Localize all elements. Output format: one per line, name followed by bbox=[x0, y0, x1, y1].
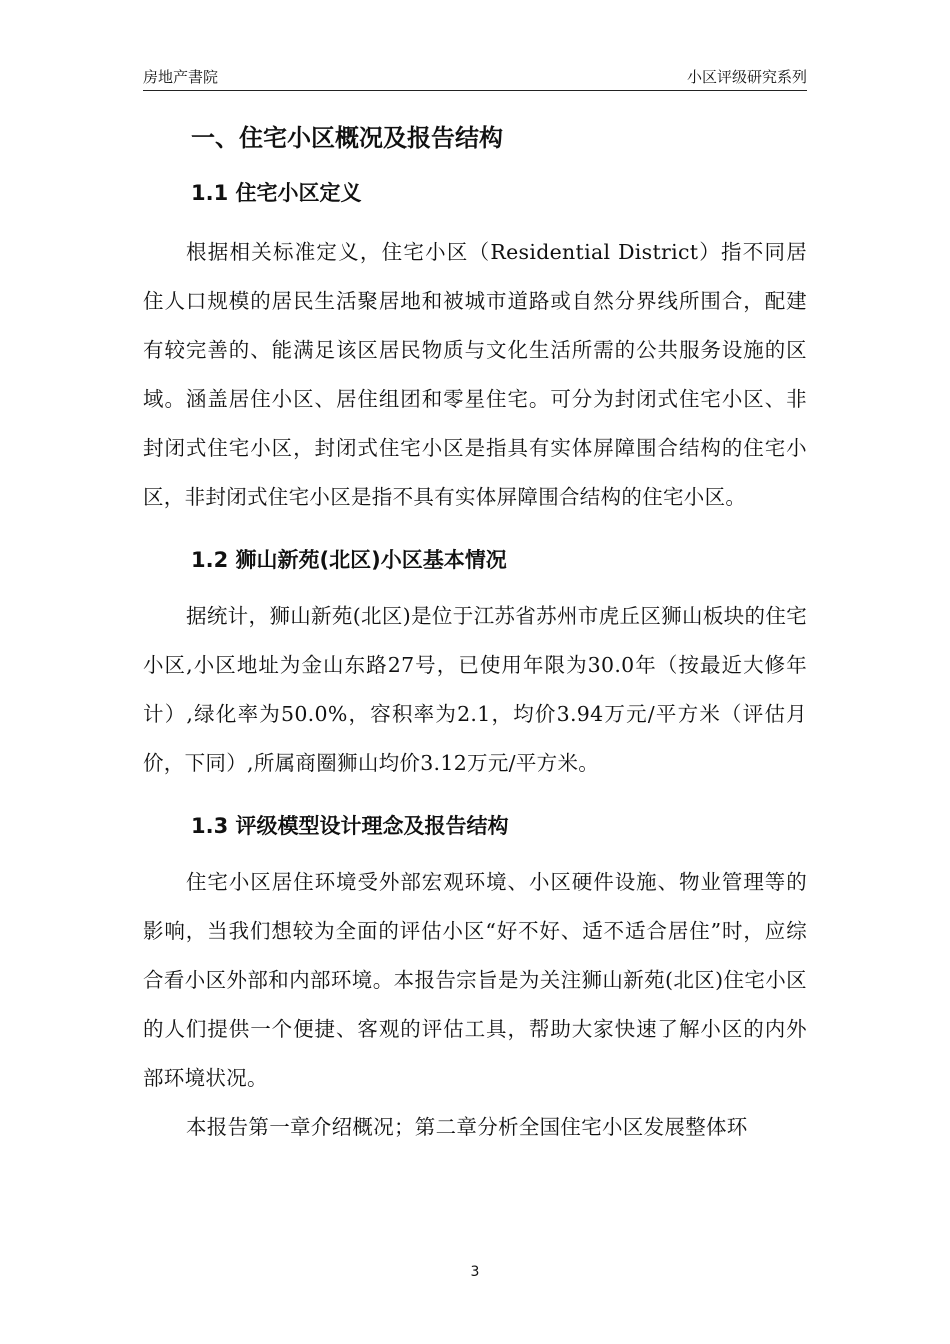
header-right-text: 小区评级研究系列 bbox=[686, 68, 807, 86]
page-number: 3 bbox=[470, 1264, 480, 1280]
chapter-title: 一、住宅小区概况及报告结构 bbox=[191, 124, 503, 152]
section-1-2-paragraph: 据统计，狮山新苑(北区)是位于江苏省苏州市虎丘区狮山板块的住宅小区,小区地址为金山东路27号，已使用年限为30.0年（按最近大修年计）,绿化率为50.0%，容积率为2.1，均价3.94万元/平方米（评估月价，下同）,所属商圈狮山均价3.12万元/平方米。 bbox=[143, 604, 807, 775]
page-header bbox=[143, 66, 807, 91]
section-1-3-paragraph-2: 本报告第一章介绍概况；第二章分析全国住宅小区发展整体环 bbox=[186, 1115, 748, 1139]
header-left-text: 房地产書院 bbox=[143, 68, 219, 86]
section-heading-1-3: 1.3 评级模型设计理念及报告结构 bbox=[191, 814, 509, 838]
section-heading-1-1: 1.1 住宅小区定义 bbox=[191, 181, 362, 205]
section-heading-1-2: 1.2 狮山新苑(北区)小区基本情况 bbox=[191, 548, 507, 572]
section-1-1-paragraph: 根据相关标准定义，住宅小区（Residential District）指不同居住人口规模的居民生活聚居地和被城市道路或自然分界线所围合，配建有较完善的、能满足该区居民物质与文化生活所需的公共服务设施的区域。涵盖居住小区、居住组团和零星住宅。可分为封闭式住宅小区、非封闭式住宅小区，封闭式住宅小区是指具有实体屏障围合结构的住宅小区，非封闭式住宅小区是指不具有实体屏障围合结构的住宅小区。 bbox=[143, 240, 807, 509]
page-content bbox=[143, 120, 807, 1152]
section-1-3-paragraph-1: 住宅小区居住环境受外部宏观环境、小区硬件设施、物业管理等的影响，当我们想较为全面的评估小区“好不好、适不适合居住”时，应综合看小区外部和内部环境。本报告宗旨是为关注狮山新苑(北区)住宅小区的人们提供一个便捷、客观的评估工具，帮助大家快速了解小区的内外部环境状况。 bbox=[143, 870, 807, 1090]
